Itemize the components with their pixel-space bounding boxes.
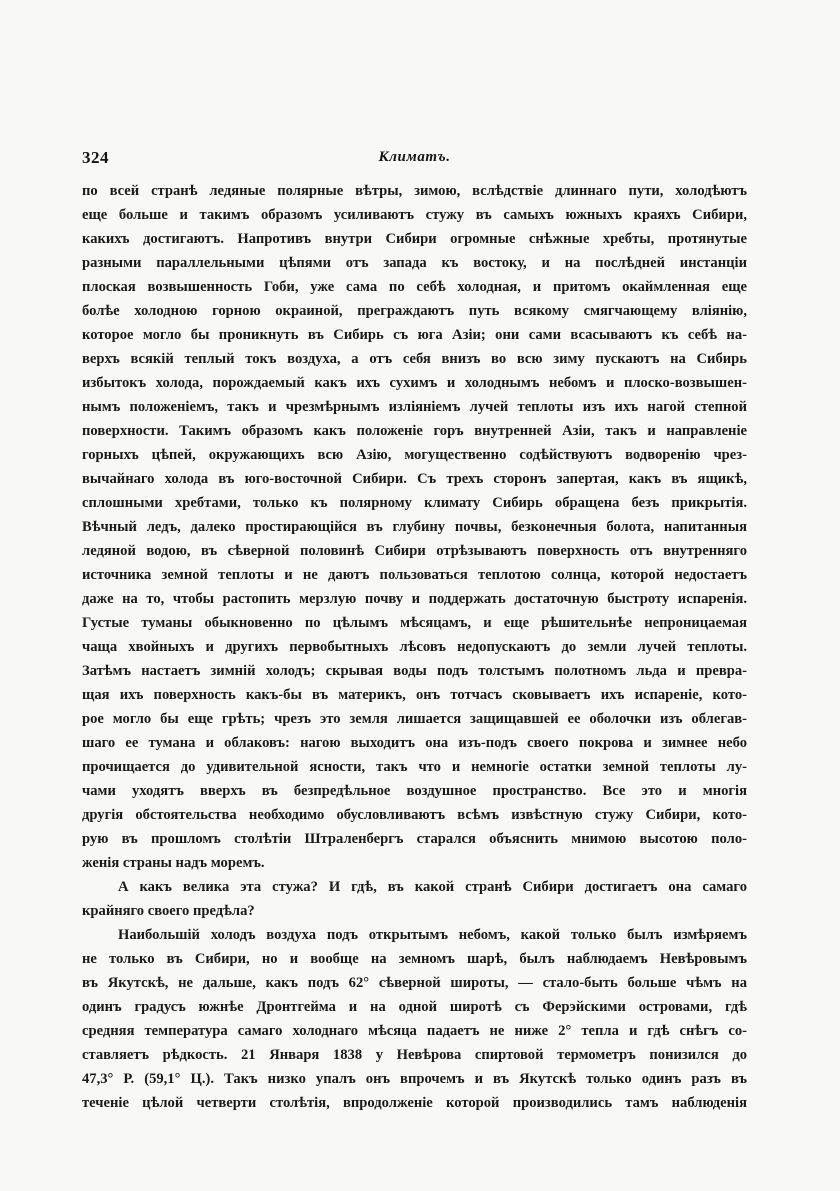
text-line: средняя температура самаго холоднаго мѣсяца падаетъ не ниже 2° тепла и гдѣ снѣгъ со- — [82, 1023, 747, 1039]
text-line: рую въ прошломъ столѣтіи Штраленбергъ старался объяснить мнимою высотою поло- — [82, 831, 747, 847]
text-line: болѣе холодною горною окраиной, преграждаютъ путь всякому смягчающему вліянію, — [82, 303, 747, 319]
text-line: въ Якутскѣ, не дальше, какъ подъ 62° сѣверной широты, — стало-быть больше чѣмъ на — [82, 975, 747, 991]
text-line: верхъ всякій теплый токъ воздуха, а отъ себя внизъ во всю зиму пускаютъ на Сибирь — [82, 351, 747, 367]
text-line: ставляетъ рѣдкость. 21 Января 1838 у Невѣрова спиртовой термометръ понизился до — [82, 1047, 747, 1063]
text-line: вычайнаго холода въ юго-восточной Сибири. Съ трехъ сторонъ запертая, какъ въ ящикѣ, — [82, 471, 747, 487]
text-line: какихъ достигаютъ. Напротивъ внутри Сибири огромные снѣжные хребты, протянутые — [82, 231, 747, 247]
text-line: чами уходятъ вверхъ въ безпредѣльное воздушное пространство. Все это и многія — [82, 783, 747, 799]
running-head — [82, 148, 747, 172]
paragraph-first-line: А какъ велика эта стужа? И гдѣ, въ какой странѣ Сибири достигаетъ она самаго — [118, 879, 747, 895]
text-line: не только въ Сибири, но и вообще на земномъ шарѣ, былъ наблюдаемъ Невѣровымъ — [82, 951, 747, 967]
text-line: горныхъ цѣпей, окружающихъ всю Азію, могущественно содѣйствуютъ водворенію чрез- — [82, 447, 747, 463]
text-line: избытокъ холода, порождаемый какъ ихъ сухимъ и холоднымъ небомъ и плоско-возвышен- — [82, 375, 747, 391]
text-line: нымъ положеніемъ, такъ и чрезмѣрнымъ изліяніемъ лучей теплоты изъ ихъ нагой степной — [82, 399, 747, 415]
text-line: чаща хвойныхъ и другихъ первобытныхъ лѣсовъ недопускаютъ до земли лучей теплоты. — [82, 639, 747, 655]
paragraph-first-line: Наибольшій холодъ воздуха подъ открытымъ небомъ, какой только былъ измѣряемъ — [118, 927, 747, 943]
text-line: плоская возвышенность Гоби, уже сама по себѣ холодная, и притомъ окаймленная еще — [82, 279, 747, 295]
text-line: прочищается до удивительной ясности, такъ что и немногіе остатки земной теплоты лу- — [82, 759, 747, 775]
page-heading: Климатъ. — [378, 149, 451, 165]
paragraph-end-line: крайняго своего предѣла? — [82, 903, 255, 919]
text-line: другія обстоятельства необходимо обусловливаютъ всѣмъ извѣстную стужу Сибири, кото- — [82, 807, 747, 823]
text-line: щая ихъ поверхность какъ-бы въ материкъ, онъ тотчасъ сковываетъ ихъ испареніе, кото- — [82, 687, 747, 703]
paragraph-end-line: женія страны надъ моремъ. — [82, 855, 265, 871]
text-line: сплошными хребтами, только къ полярному климату Сибирь обращена безъ прикрытія. — [82, 495, 747, 511]
text-line: разными параллельными цѣпями отъ запада къ востоку, и на послѣдней инстанціи — [82, 255, 747, 271]
text-line: Затѣмъ настаетъ зимній холодъ; скрывая воды подъ толстымъ полотномъ льда и превра- — [82, 663, 747, 679]
text-line: Густые туманы обыкновенно по цѣлымъ мѣсяцамъ, и еще рѣшительнѣе непроницаемая — [82, 615, 747, 631]
text-line: по всей странѣ ледяные полярные вѣтры, зимою, вслѣдствіе длиннаго пути, холодѣютъ — [82, 183, 747, 199]
text-line: еще больше и такимъ образомъ усиливаютъ стужу въ самыхъ южныхъ краяхъ Сибири, — [82, 207, 747, 223]
text-line: Вѣчный ледъ, далеко простирающійся въ глубину почвы, безконечныя болота, напитанныя — [82, 519, 747, 535]
body-text — [82, 179, 747, 1115]
text-line: рое могло бы еще грѣть; чрезъ это земля лишается защищавшей ее оболочки изъ облегав- — [82, 711, 747, 727]
text-line: источника земной теплоты и не даютъ пользоваться теплотою солнца, которой недостаетъ — [82, 567, 747, 583]
text-line: даже на то, чтобы растопить мерзлую почву и поддержать достаточную быстроту испаренія. — [82, 591, 747, 607]
text-line: 47,3° Р. (59,1° Ц.). Такъ низко упалъ онъ впрочемъ и въ Якутскѣ только одинъ разъ въ — [82, 1071, 747, 1087]
text-line: шаго ее тумана и облаковъ: нагою выходитъ она изъ-подъ своего покрова и зимнее небо — [82, 735, 747, 751]
text-line: одинъ градусъ южнѣе Дронтгейма и на одной широтѣ съ Ферэйскими островами, гдѣ — [82, 999, 747, 1015]
text-line: теченіе цѣлой четверти столѣтія, впродолженіе которой производились тамъ наблюденія — [82, 1095, 747, 1111]
page-number: 324 — [82, 148, 109, 167]
text-line: поверхности. Такимъ образомъ какъ положеніе горъ внутренней Азіи, такъ и направленіе — [82, 423, 747, 439]
text-line: которое могло бы проникнуть въ Сибирь съ юга Азіи; они сами всасываютъ къ себѣ на- — [82, 327, 747, 343]
text-line: ледяной водою, въ сѣверной половинѣ Сибири отрѣзываютъ поверхность отъ внутренняго — [82, 543, 747, 559]
